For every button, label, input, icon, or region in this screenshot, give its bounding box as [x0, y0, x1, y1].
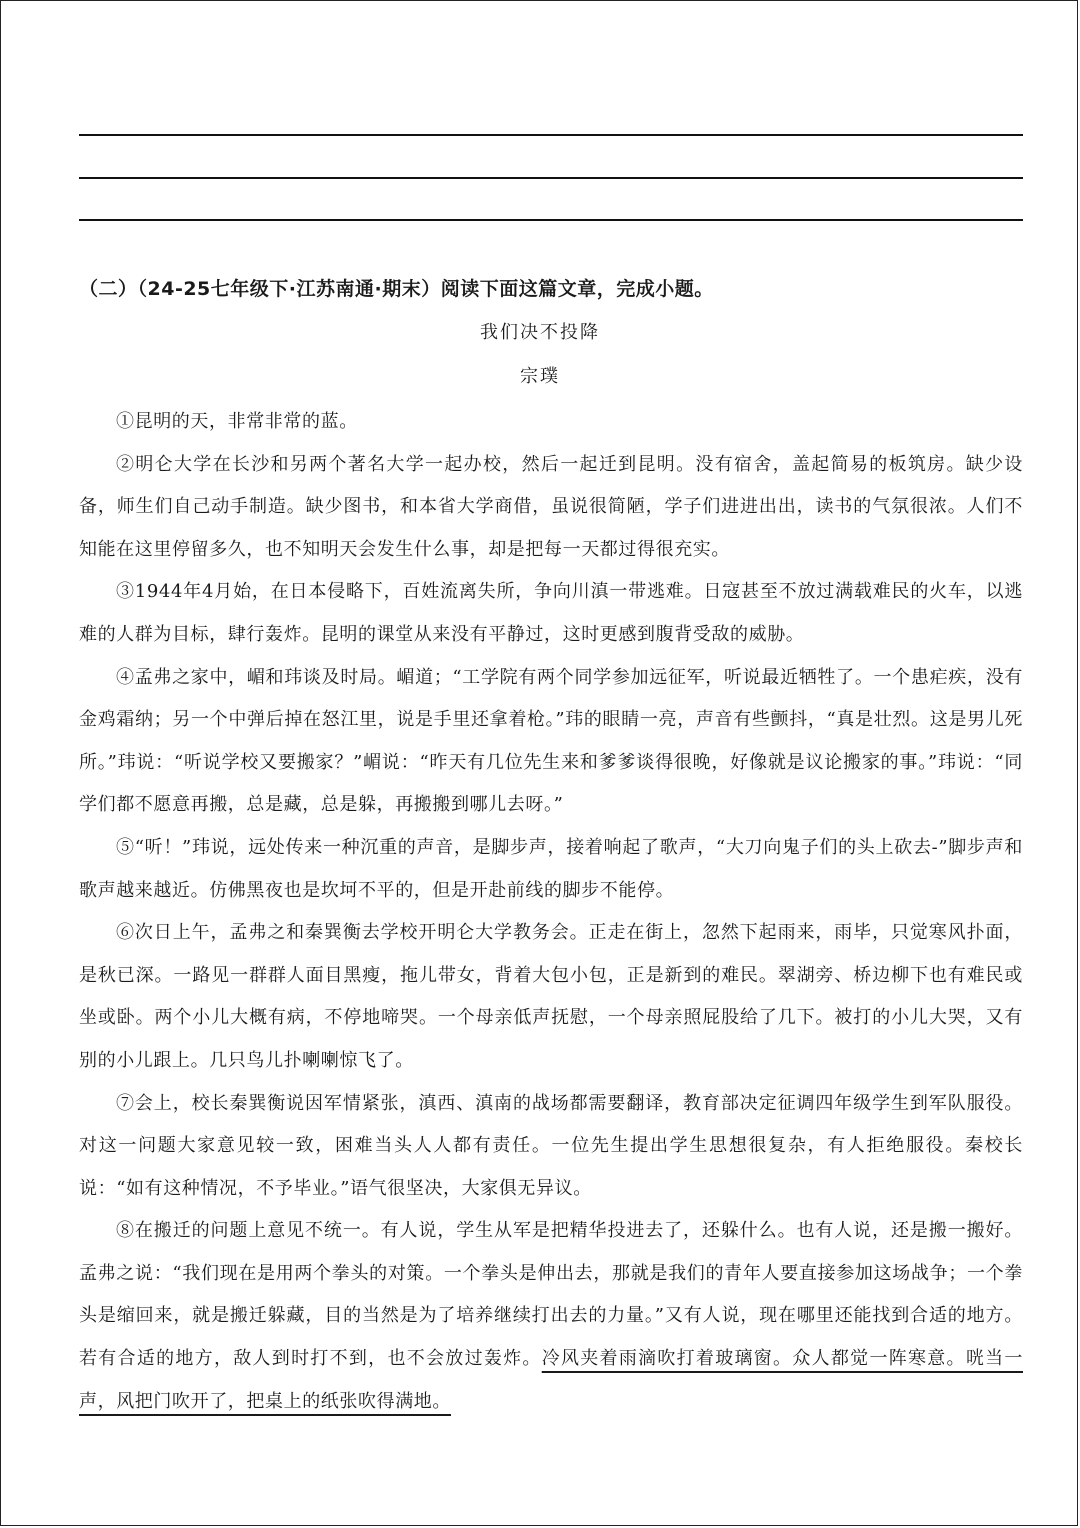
paragraph-8-text: ⑧在搬迁的问题上意见不统一。有人说，学生从军是把精华投进去了，还躲什么。也有人说，还是搬一搬好。孟弗之说：“我们现在是用两个拳头的对策。一个拳头是伸出去，那就是我们的青年人要直接参加这场战争；一个拳头是缩回来，就是搬迁躲藏，目的当然是为了培养继续打出去的力量。”又有人说，现在哪里还能找到合适的地方。若有合适的地方，敌人到时打不到，也不会放过轰炸。 [79, 1220, 1023, 1370]
paragraph-7: ⑦会上，校长秦巽衡说因军情紧张，滇西、滇南的战场都需要翻译，教育部决定征调四年级学生到军队服役。对这一问题大家意见较一致，困难当头人人都有责任。一位先生提出学生思想很复杂，有人拒绝服役。秦校长说：“如有这种情况，不予毕业。”语气很坚决，大家俱无异议。 [79, 1092, 1023, 1199]
article-author: 宗璞 [520, 366, 560, 387]
paragraph-8 [79, 1210, 1023, 1423]
article-body [79, 401, 1023, 1423]
section-heading: （二）（24-25七年级下·江苏南通·期末）阅读下面这篇文章，完成小题。 [79, 278, 714, 300]
paragraph-5: ⑤“听！”玮说，远处传来一种沉重的声音，是脚步声，接着响起了歌声，“大刀向鬼子们的头上砍去-”脚步声和歌声越来越近。仿佛黑夜也是坎坷不平的，但是开赴前线的脚步不能停。 [79, 836, 1023, 901]
answer-line-2 [79, 177, 1023, 179]
answer-line-3 [79, 219, 1023, 221]
paragraph-6: ⑥次日上午，孟弗之和秦巽衡去学校开明仑大学教务会。正走在街上，忽然下起雨来，雨毕，只觉寒风扑面，是秋已深。一路见一群群人面目黑瘦，拖儿带女，背着大包小包，正是新到的难民。翠湖旁、桥边柳下也有难民或坐或卧。两个小儿大概有病，不停地啼哭。一个母亲低声抚慰，一个母亲照屁股给了几下。被打的小儿大哭，又有别的小儿跟上。几只鸟儿扑喇喇惊飞了。 [79, 922, 1023, 1071]
answer-line-1 [79, 134, 1023, 136]
paragraph-2: ②明仑大学在长沙和另两个著名大学一起办校，然后一起迁到昆明。没有宿舍，盖起简易的板筑房。缺少设备，师生们自己动手制造。缺少图书，和本省大学商借，虽说很简陋，学子们进进出出，读书的气氛很浓。人们不知能在这里停留多久，也不知明天会发生什么事，却是把每一天都过得很充实。 [79, 453, 1023, 560]
article-title: 我们决不投降 [480, 322, 600, 343]
underlined-sentence: 冷风夹着雨滴吹打着玻璃窗。众人都觉一阵寒意。咣当一声，风把门吹开了，把桌上的纸张吹得满地。 [79, 1348, 1023, 1412]
paragraph-4: ④孟弗之家中，嵋和玮谈及时局。嵋道；“工学院有两个同学参加远征军，听说最近牺牲了。一个患疟疾，没有金鸡霜纳；另一个中弹后掉在怒江里，说是手里还拿着枪。”玮的眼睛一亮，声音有些颤抖，“真是壮烈。这是男儿死所。”玮说：“听说学校又要搬家？”嵋说：“昨天有几位先生来和爹爹谈得很晚，好像就是议论搬家的事。”玮说：“同学们都不愿意再搬，总是藏，总是躲，再搬搬到哪儿去呀。” [79, 666, 1023, 816]
paragraph-3: ③1944年4月始，在日本侵略下，百姓流离失所，争向川滇一带逃难。日寇甚至不放过满载难民的火车，以逃难的人群为目标，肆行轰炸。昆明的课堂从来没有平静过，这时更感到腹背受敌的威胁。 [79, 581, 1023, 645]
paragraph-1: ①昆明的天，非常非常的蓝。 [116, 411, 358, 432]
